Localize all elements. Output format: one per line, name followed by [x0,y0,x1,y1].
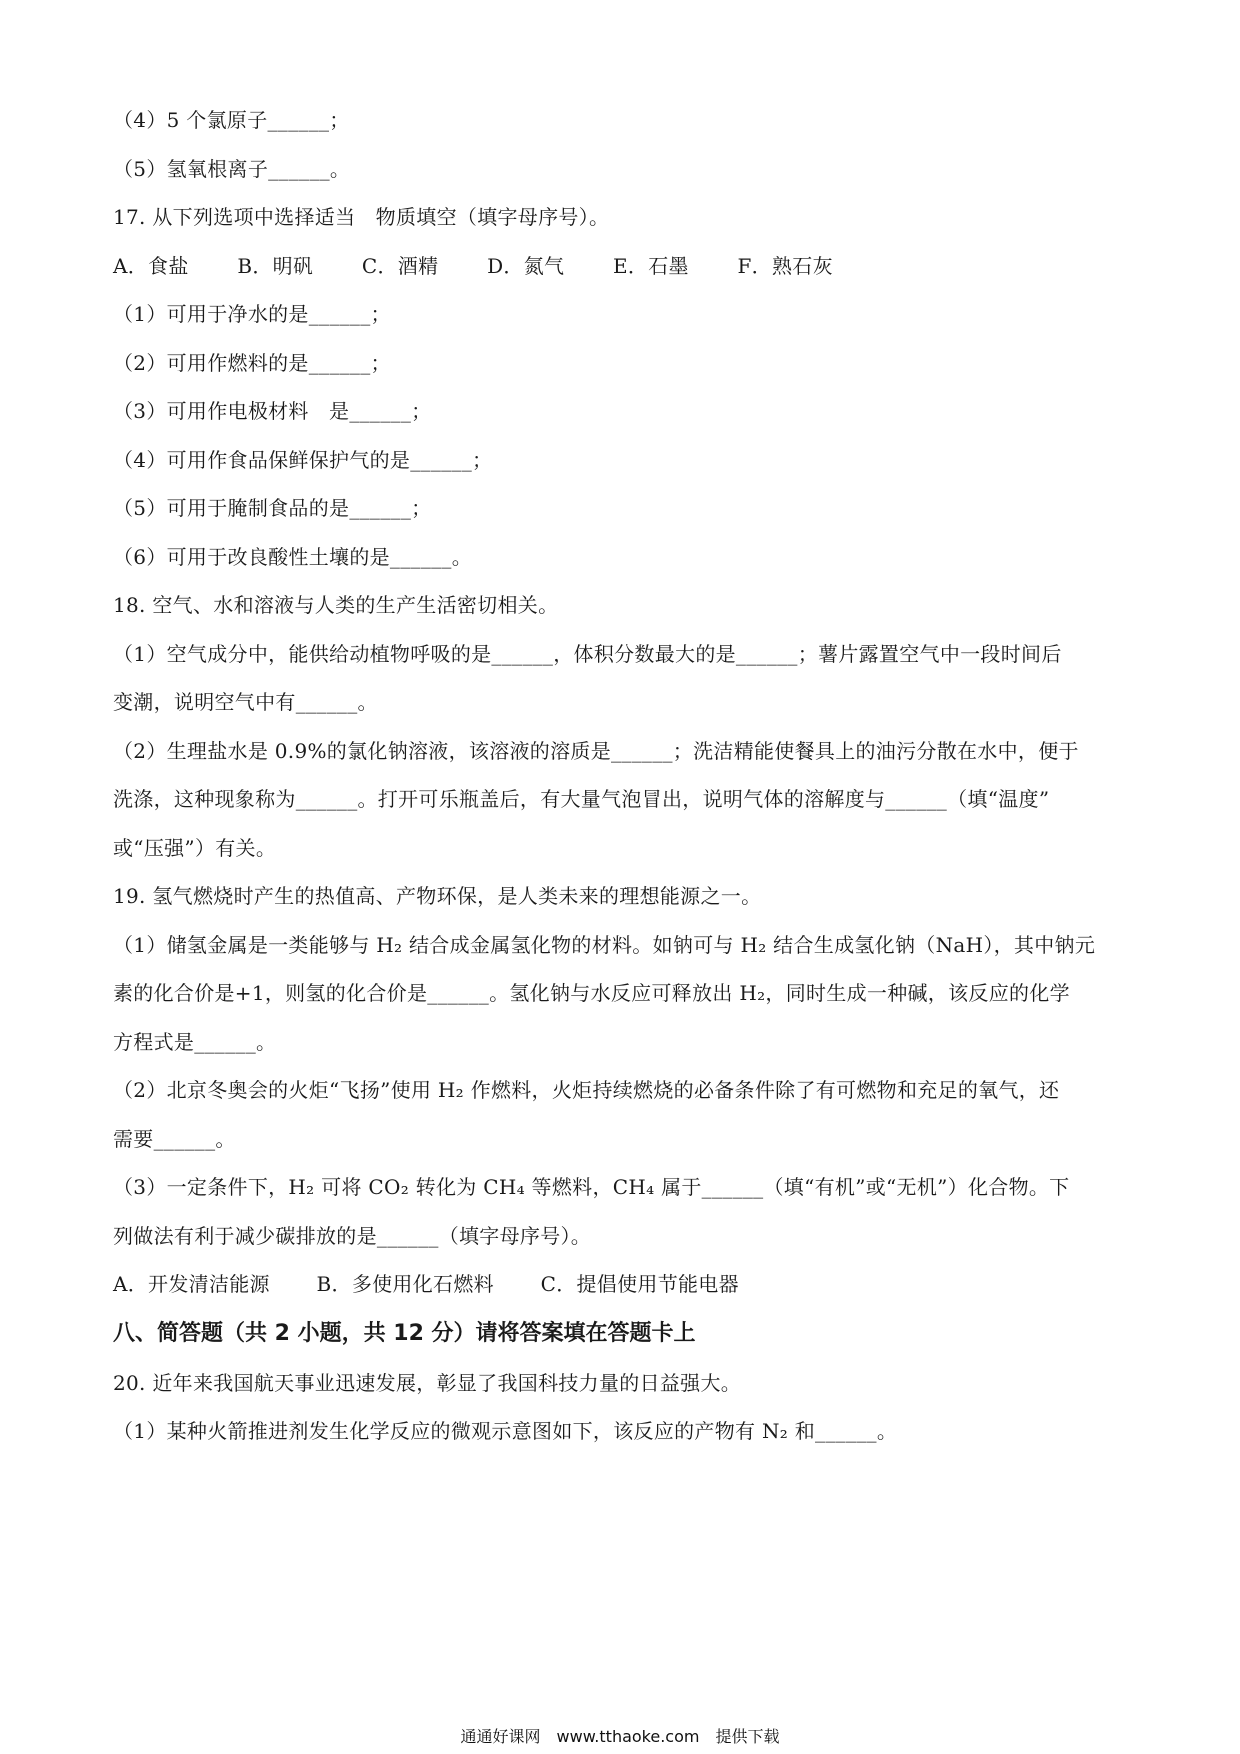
q18-item-2-line-3: 或“压强”）有关。 [113,835,277,860]
q16-item-4: （4）5 个氯原子______； [113,108,350,132]
q19-item-2-line-1: （2）北京冬奥会的火炬“飞扬”使用 H₂ 作燃料，火炬持续燃烧的必备条件除了有可燃物和充足的氧气，还 [113,1078,1060,1102]
q17-option-f: F．熟石灰 [737,253,833,278]
q17-item-2: （2）可用作燃料的是______； [113,350,391,375]
q19-item-3-line-1: （3）一定条件下，H₂ 可将 CO₂ 转化为 CH₄ 等燃料，CH₄ 属于______（填“有机”或“无机”）化合物。下 [113,1175,1070,1199]
q17-stem: 17. 从下列选项中选择适当 物质填空（填字母序号）。 [113,205,610,229]
q19-option-b: B．多使用化石燃料 [316,1272,494,1296]
q19-option-a: A．开发清洁能源 [113,1272,270,1296]
q16-item-5: （5）氢氧根离子______。 [113,156,351,181]
q19-item-1-line-3: 方程式是______。 [113,1029,277,1054]
q19-options [113,1260,1133,1309]
q17-item-1: （1）可用于净水的是______； [113,302,391,326]
document-page [113,96,1133,1456]
q18-stem: 18. 空气、水和溶液与人类的生产生活密切相关。 [113,593,559,617]
q19-item-3-line-2: 列做法有利于减少碳排放的是______（填字母序号）。 [113,1223,592,1248]
q18-item-2-line-1: （2）生理盐水是 0.9%的氯化钠溶液，该溶液的溶质是______；洗洁精能使餐具上的油污分散在水中，便于 [113,738,1079,763]
q19-stem: 19. 氢气燃烧时产生的热值高、产物环保，是人类未来的理想能源之一。 [113,884,762,908]
q17-option-a: A．食盐 [113,253,189,278]
q17-option-d: D．氮气 [487,253,565,278]
q19-item-1-line-1: （1）储氢金属是一类能够与 H₂ 结合成金属氢化物的材料。如钠可与 H₂ 结合生成氢化钠（NaH），其中钠元 [113,932,1096,957]
q19-option-c: C．提倡使用节能电器 [540,1272,739,1296]
section-heading: 八、简答题（共 2 小题，共 12 分）请将答案填在答题卡上 [113,1320,696,1346]
q17-option-c: C．酒精 [361,253,439,278]
q17-options [113,242,1133,291]
q20-stem: 20. 近年来我国航天事业迅速发展，彰显了我国科技力量的日益强大。 [113,1370,742,1395]
page-footer: 通通好课网 www.tthaoke.com 提供下载 [460,1727,780,1746]
q17-item-4: （4）可用作食品保鲜保护气的是______； [113,447,493,472]
q18-item-1-line-1: （1）空气成分中，能供给动植物呼吸的是______，体积分数最大的是______；薯片露置空气中一段时间后 [113,641,1062,666]
q18-item-2-line-2: 洗涤，这种现象称为______。打开可乐瓶盖后，有大量气泡冒出，说明气体的溶解度与______（填“温度” [113,787,1050,811]
q17-option-b: B．明矾 [237,253,314,278]
q17-item-5: （5）可用于腌制食品的是______； [113,496,432,520]
q17-item-6: （6）可用于改良酸性土壤的是______。 [113,544,473,569]
q17-option-e: E．石墨 [613,253,689,278]
q19-item-1-line-2: 素的化合价是+1，则氢的化合价是______。氢化钠与水反应可释放出 H₂，同时生成一种碱，该反应的化学 [113,981,1070,1005]
q17-item-3: （3）可用作电极材料 是______； [113,399,432,423]
q20-item-1: （1）某种火箭推进剂发生化学反应的微观示意图如下，该反应的产物有 N₂ 和______。 [113,1419,898,1443]
q18-item-1-line-2: 变潮，说明空气中有______。 [113,690,378,714]
q19-item-2-line-2: 需要______。 [113,1126,236,1151]
